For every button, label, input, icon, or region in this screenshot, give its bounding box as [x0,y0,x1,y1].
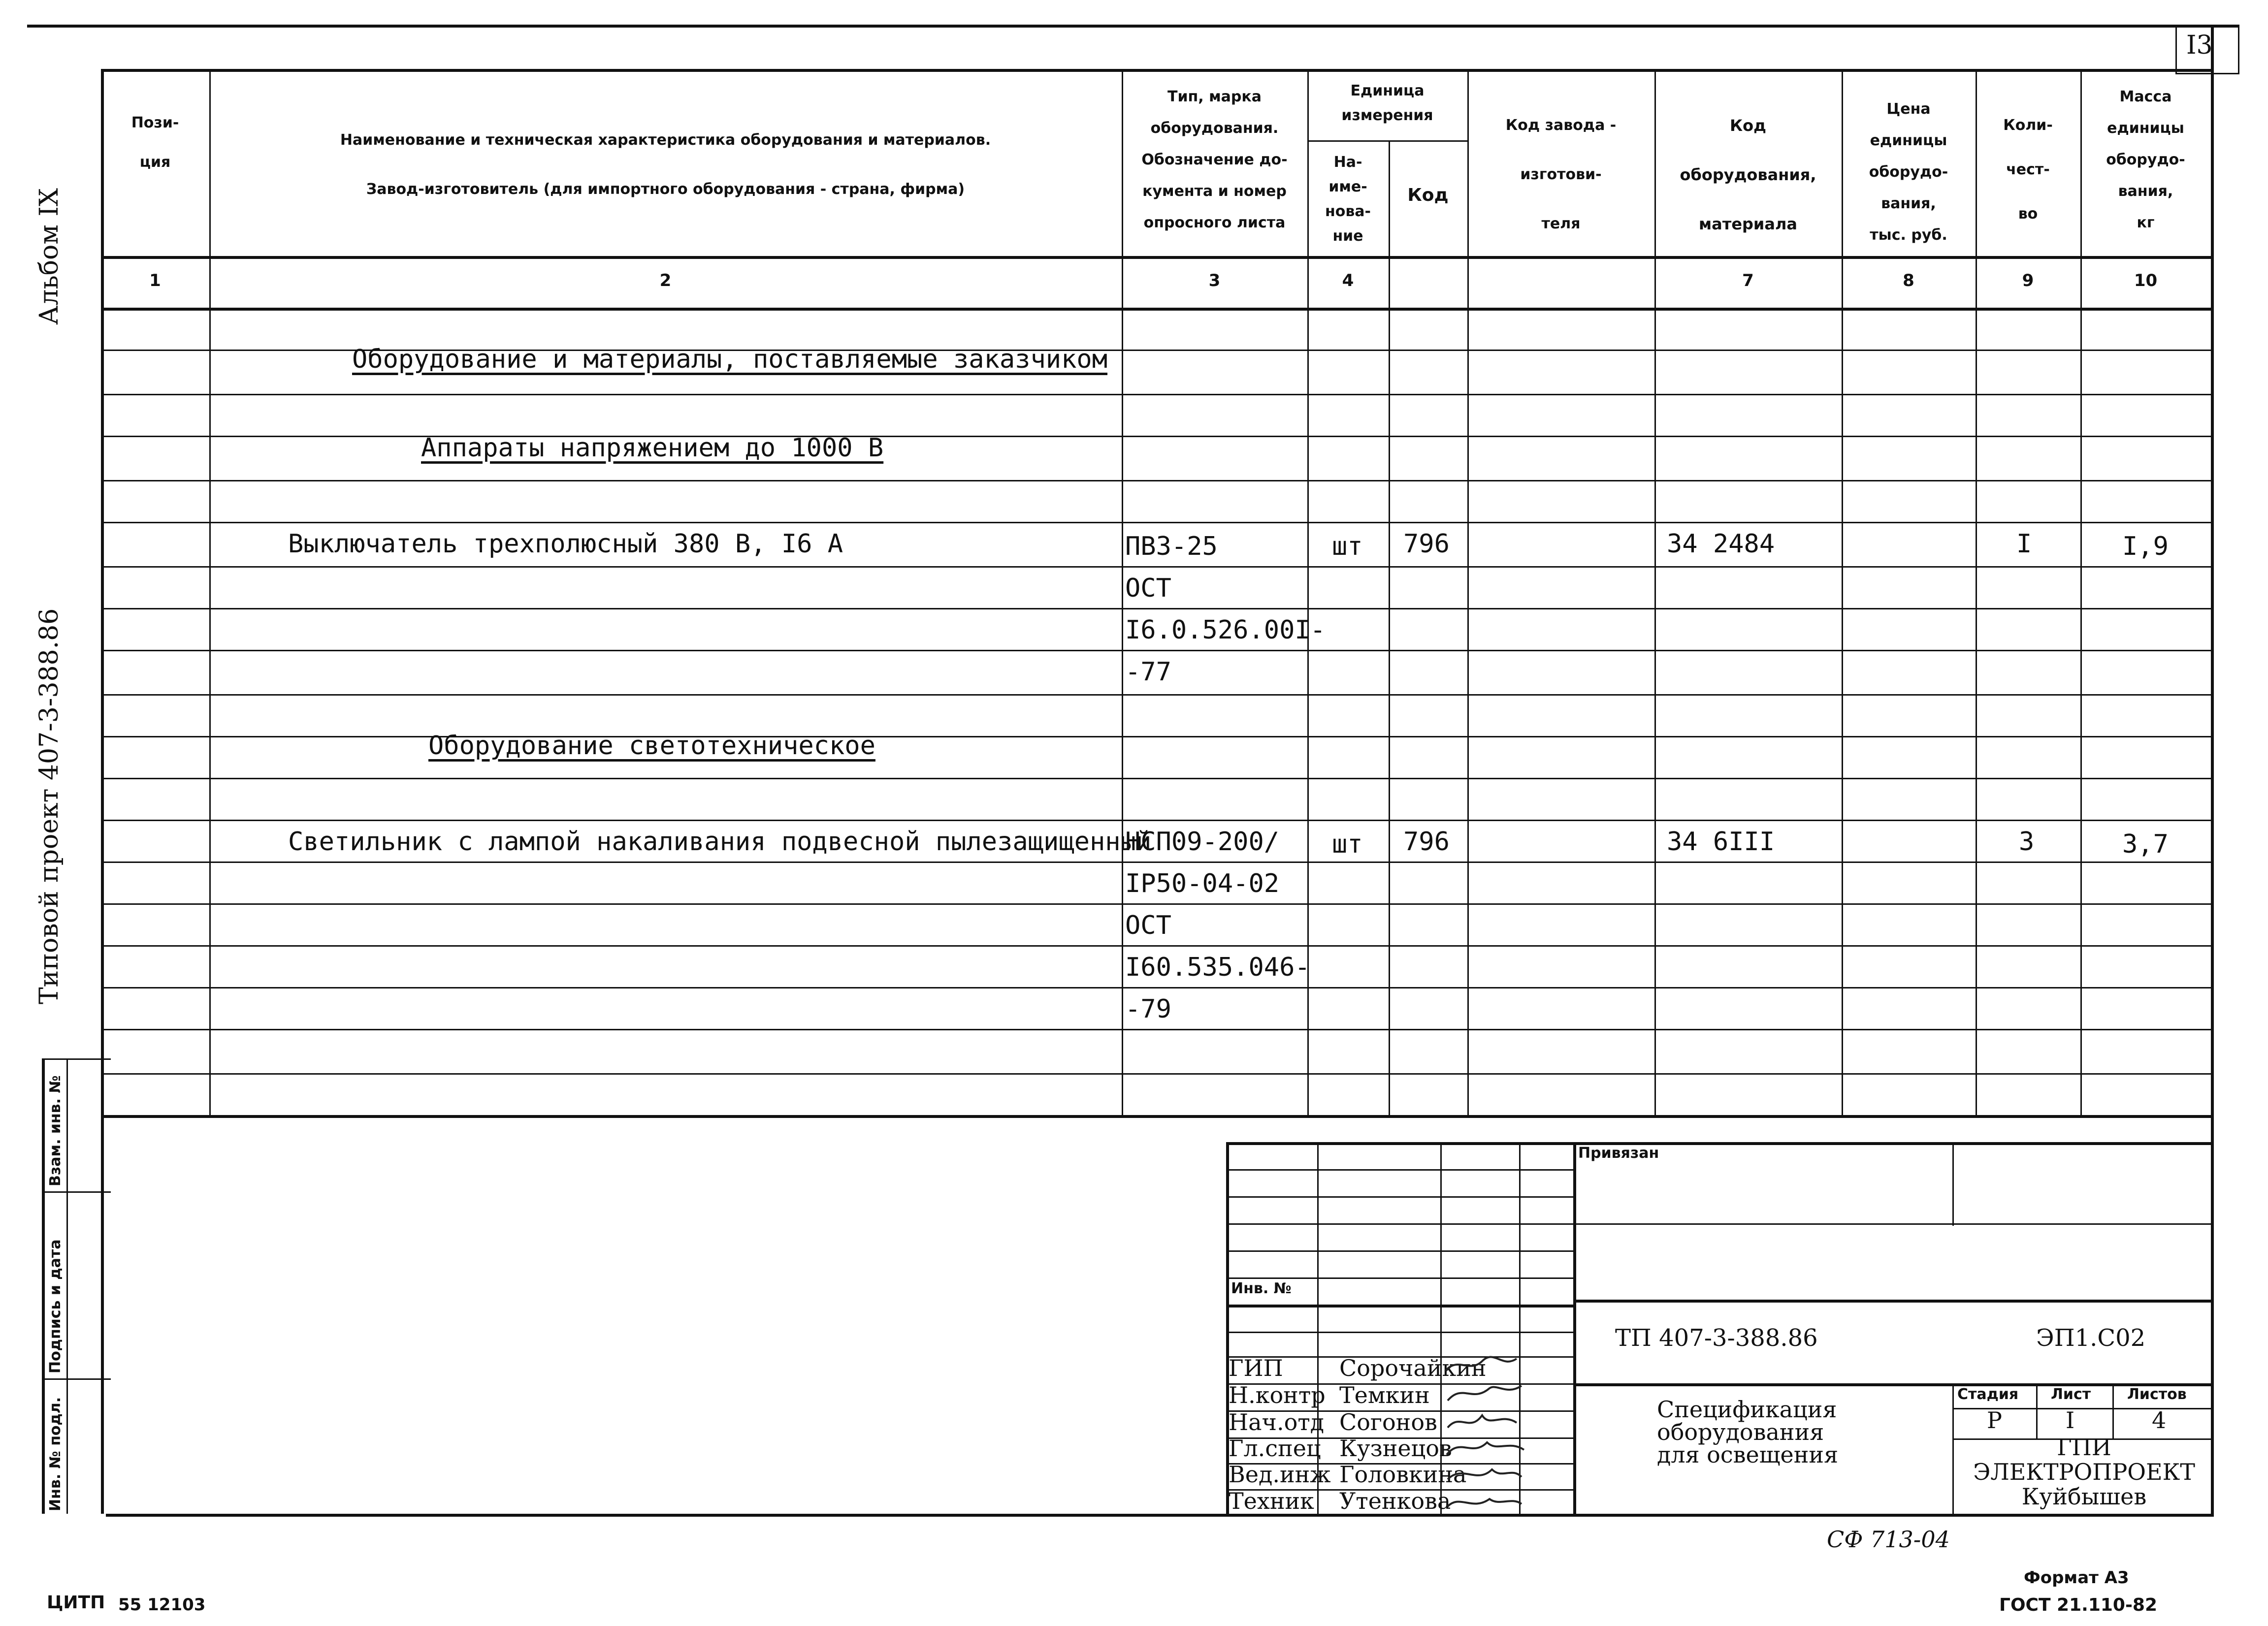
stamp-person: Кузнецов [1339,1435,1452,1462]
row-line [101,820,2211,821]
row-line [101,1029,2211,1030]
frame-bottom [106,1514,2214,1517]
row-line [101,945,2211,947]
header-col1: Пози- ция [131,114,179,171]
side-vzam-label: Взам. инв. № [47,1075,64,1186]
item-type-line: I60.535.046- [1125,953,1310,982]
item-type-line: I6.0.526.00I- [1125,615,1326,645]
stage-label: Стадия [1957,1386,2019,1403]
side-podpis-label: Подпись и дата [47,1239,64,1373]
column-number: 9 [2022,271,2034,290]
stamp-row [1226,1196,1573,1198]
row-line [101,650,2211,651]
item-name: Светильник с лампой накаливания подвесной пылезащищенный [288,827,1152,857]
header-unit-group: Единица измерения [1341,82,1433,124]
stamp-person: Темкин [1339,1382,1430,1408]
row-line [101,566,2211,568]
stamp-doc-code: ТП 407-3-388.86 [1615,1324,1818,1352]
item-type-line: ОСТ [1125,574,1171,603]
header-col3: Тип, марка оборудования. Обозначение до- кумента и номер опросного листа [1141,88,1288,231]
gost-label: ГОСТ 21.110-82 [1999,1595,2158,1615]
section-heading: Оборудование светотехническое [428,731,875,761]
item-qty: I [2016,529,2032,559]
stage-value: Р [1987,1407,2002,1434]
header-col5: Код завода - изготови- теля [1505,117,1617,232]
page-number-box-left [2175,25,2177,74]
item-unit-code: 796 [1403,529,1450,559]
stamp-privyazan-label: Привязан [1578,1145,1659,1162]
item-code: 34 6III [1667,827,1775,857]
side-strip-left [42,1058,45,1514]
album-label: Альбом IX [34,188,64,325]
column-number: 4 [1342,271,1354,290]
format-label: Формат А3 [2024,1568,2129,1588]
stamp-row [1226,1332,1573,1333]
stamp-role: ГИП [1229,1355,1283,1381]
colnum-bottom [101,308,2211,311]
section-heading: Аппараты напряжением до 1000 В [421,433,884,463]
col-line-1 [209,69,211,1115]
section-heading: Оборудование и материалы, поставляемые заказчиком [352,345,1108,374]
row-line [101,736,2211,737]
stamp-divider [1573,1142,1576,1516]
stamp-role: Техник [1229,1488,1314,1514]
page-number-box-bottom [2175,73,2239,74]
item-type-line: ОСТ [1125,911,1171,940]
header-bottom [101,256,2211,259]
column-number: 10 [2134,271,2158,290]
signature-scribbles [1443,1354,1526,1516]
row-line [101,394,2211,395]
stamp-person: Согонов [1339,1409,1437,1435]
citp-label: ЦИТП [47,1593,105,1613]
stamp-privyazan-divider [1952,1142,1954,1226]
frame-right [2211,25,2214,1514]
row-line [101,522,2211,523]
sheet-value: I [2066,1407,2075,1434]
stamp-org: ГПИ ЭЛЕКТРОПРОЕКТ Куйбышев [1973,1434,2195,1510]
stage-block-left [1952,1383,1954,1516]
header-col7: Код оборудования, материала [1680,116,1816,233]
citp-number: 55 12103 [118,1595,206,1615]
stamp-inv-label: Инв. № [1231,1280,1292,1297]
stamp-row [1226,1169,1573,1171]
top-border [27,25,2238,28]
stamp-person: Сорочайкин [1339,1355,1487,1381]
item-name: Выключатель трехполюсный 380 В, I6 А [288,529,843,559]
header-col4a: На- име- нова- ние [1325,154,1371,245]
item-qty: 3 [2019,827,2035,857]
stamp-role: Гл.спец [1229,1435,1321,1462]
stamp-person: Утенкова [1339,1488,1451,1514]
column-number: 7 [1742,271,1754,290]
stamp-title: Спецификация оборудования для освещения [1657,1396,1839,1468]
row-line [101,694,2211,696]
stamp-role: Вед.инж [1229,1461,1331,1488]
page-number-box-right [2238,25,2239,74]
header-col2: Наименование и техническая характеристика оборудования и материалов. Завод-изготовитель (для импортного оборудования - страна, фирма) [340,131,991,198]
stamp-row [1226,1250,1573,1252]
sheets-label: Листов [2127,1386,2187,1403]
stamp-top [1226,1142,2212,1145]
column-number: 8 [1903,271,1914,290]
row-line [101,861,2211,863]
row-line [101,436,2211,437]
handwritten-code: СФ 713-04 [1827,1526,1950,1553]
item-unit: шт [1332,532,1363,561]
stamp-row [1573,1300,2212,1303]
header-col10: Масса единицы оборудо- вания, кг [2106,88,2185,231]
item-type-line: НСП09-200/ [1125,827,1280,857]
project-label: Типовой проект 407-3-388.86 [34,608,64,1004]
item-mass: 3,7 [2122,829,2169,859]
column-number: 1 [149,271,161,290]
stamp-row [1573,1223,2212,1225]
side-strip-div2 [42,1378,111,1380]
side-strip-div1 [42,1191,111,1193]
stage-col [2036,1383,2038,1440]
row-line [101,608,2211,609]
stamp-role: Нач.отд [1229,1409,1325,1435]
table-body-bottom [101,1115,2211,1118]
column-number: 2 [659,271,672,290]
stamp-person: Головкина [1339,1461,1467,1488]
unit-group-divider [1307,140,1469,142]
stamp-row [1226,1305,1573,1307]
header-col9: Коли- чест- во [2003,117,2053,223]
side-inv-label: Инв. № подл. [47,1397,64,1511]
stamp-sheet-code: ЭП1.С02 [2036,1324,2146,1352]
item-unit-code: 796 [1403,827,1450,857]
item-code: 34 2484 [1667,529,1775,559]
page-number: I3 [2186,31,2213,60]
stamp-row [1573,1383,2212,1386]
side-strip-inner [66,1058,68,1514]
row-line [101,903,2211,905]
col-line-4 [1389,140,1390,1115]
item-unit: шт [1332,829,1363,859]
column-number: 3 [1208,271,1221,290]
table-top [101,69,2211,72]
item-type-line: -79 [1125,994,1171,1024]
row-line [101,480,2211,481]
row-line [101,1073,2211,1075]
item-mass: I,9 [2122,532,2169,561]
stamp-row [1226,1223,1573,1225]
item-type-line: ПВ3-25 [1125,532,1218,561]
row-line [101,987,2211,988]
header-col4b: Код [1407,185,1449,205]
row-line [101,778,2211,779]
sheets-value: 4 [2152,1407,2167,1434]
sheet-label: Лист [2051,1386,2091,1403]
item-type-line: -77 [1125,657,1171,687]
stamp-role: Н.контр [1229,1382,1326,1408]
stamp-row [1226,1277,1573,1279]
header-col8: Цена единицы оборудо- вания, тыс. руб. [1869,100,1948,244]
side-strip-top [42,1058,111,1060]
item-type-line: IP50-04-02 [1125,869,1280,898]
stage-col [2112,1383,2114,1440]
